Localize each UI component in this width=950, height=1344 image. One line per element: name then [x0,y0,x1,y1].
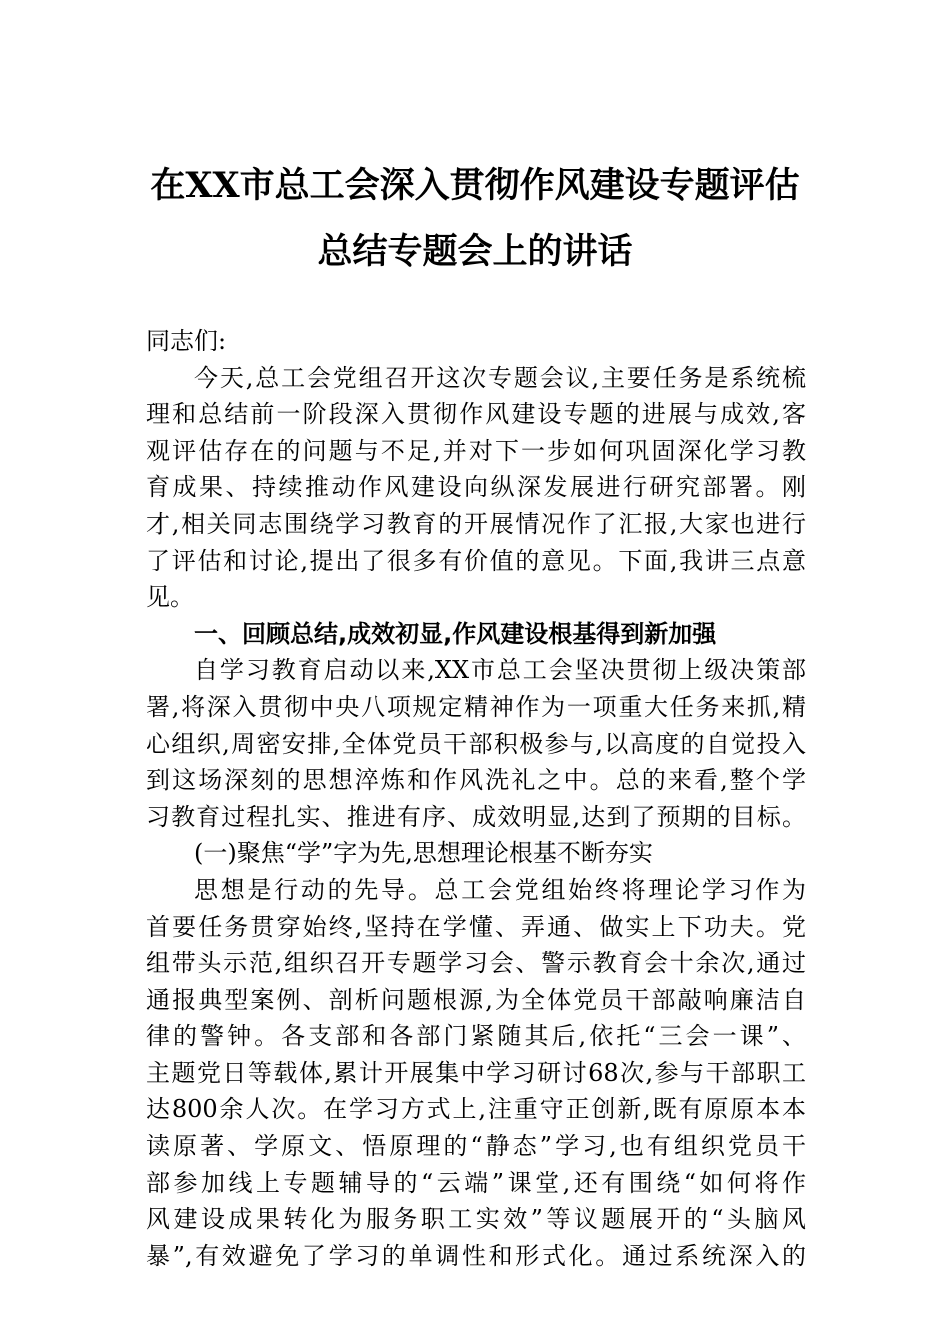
paragraph-line: 思想是行动的先导。总工会党组始终将理论学习作为 [194,875,806,904]
paragraph-line: 组带头示范,组织召开专题学习会、警示教育会十余次,通过 [146,949,806,978]
paragraph-line: 见。 [146,583,194,612]
section-heading: 一、回顾总结,成效初显,作风建设根基得到新加强 [194,619,717,648]
paragraph-line: 理和总结前一阶段深入贯彻作风建设专题的进展与成效,客 [146,400,806,429]
paragraph-line: 今天,总工会党组召开这次专题会议,主要任务是系统梳 [194,363,806,392]
paragraph-line: 才,相关同志围绕学习教育的开展情况作了汇报,大家也进行 [146,509,806,538]
paragraph-line: 通报典型案例、剖析问题根源,为全体党员干部敲响廉洁自 [146,985,806,1014]
salutation: 同志们: [146,327,227,355]
paragraph-line: 读原著、学原文、悟原理的“静态”学习,也有组织党员干 [146,1132,806,1161]
paragraph-line: 自学习教育启动以来,XX市总工会坚决贯彻上级决策部 [194,656,806,685]
document-title-line-2: 总结专题会上的讲话 [317,231,633,272]
paragraph-line: 首要任务贯穿始终,坚持在学懂、弄通、做实上下功夫。党 [146,912,806,941]
document-title-line-1: 在XX市总工会深入贯彻作风建设专题评估 [150,165,800,206]
paragraph-line: 风建设成果转化为服务职工实效”等议题展开的“头脑风 [146,1205,806,1234]
paragraph-line: 部参加线上专题辅导的“云端”课堂,还有围绕“如何将作 [146,1168,806,1197]
paragraph-line: 了评估和讨论,提出了很多有价值的意见。下面,我讲三点意 [146,546,806,575]
paragraph-line: 律的警钟。各支部和各部门紧随其后,依托“三会一课”、 [146,1022,806,1051]
paragraph-line: 育成果、持续推动作风建设向纵深发展进行研究部署。刚 [146,473,806,502]
subsection-heading: (一)聚焦“学”字为先,思想理论根基不断夯实 [194,839,653,868]
paragraph-line: 观评估存在的问题与不足,并对下一步如何巩固深化学习教 [146,436,806,465]
paragraph-line: 主题党日等载体,累计开展集中学习研讨68次,参与干部职工 [146,1058,806,1087]
paragraph-line: 到这场深刻的思想淬炼和作风洗礼之中。总的来看,整个学 [146,766,806,795]
document-body [146,323,806,1274]
paragraph-line: 署,将深入贯彻中央八项规定精神作为一项重大任务来抓,精 [146,692,806,721]
paragraph-line: 习教育过程扎实、推进有序、成效明显,达到了预期的目标。 [146,802,806,831]
paragraph-line: 暴”,有效避免了学习的单调性和形式化。通过系统深入的 [146,1241,806,1270]
paragraph-line: 达800余人次。在学习方式上,注重守正创新,既有原原本本 [146,1095,806,1124]
paragraph-line: 心组织,周密安排,全体党员干部积极参与,以高度的自觉投入 [146,729,806,758]
